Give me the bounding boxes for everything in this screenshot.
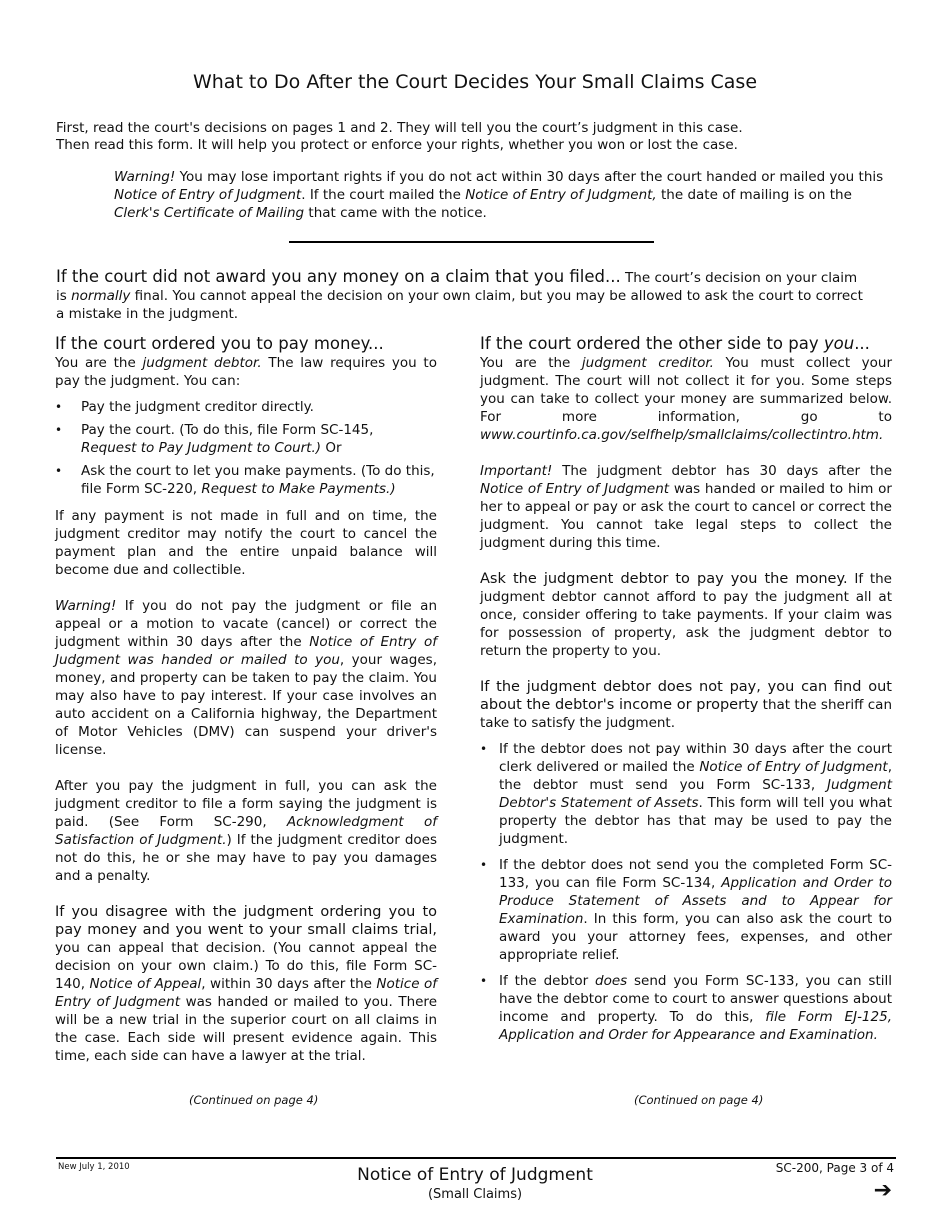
warning-italic-2: Notice of Entry of Judgment, <box>465 187 657 203</box>
form-title: Notice of Entry of Judgment <box>357 1165 593 1185</box>
intro-line-1: First, read the court's decisions on pages 1 and 2. They will tell you the court’s judgment in this case. <box>56 120 743 136</box>
not-awarded-text: final. You cannot appeal the decision on your own claim, but you may be allowed to ask the court to correct a mistake in the judgment. <box>56 288 863 322</box>
text: you can appeal that decision. (You cannot appeal the decision on your own claim.) To do this, file Form SC-140, <box>55 940 437 992</box>
list-item <box>55 398 437 416</box>
text: , your wages, money, and property can be taken to pay the claim. You may also have to pay interest. If your case involves an auto accident on a California highway, the Department of Motor Vehicles (DMV) can suspend your driver's license. <box>55 652 437 758</box>
text: was handed or mailed to him or her to appeal or pay or ask the court to cancel or correct the judgment. You cannot take legal steps to collect the judgment during this time. <box>480 481 892 551</box>
list-item <box>55 462 437 498</box>
italic-text: Important! <box>480 463 553 479</box>
text: You are the <box>480 355 582 371</box>
intro-line-2: Then read this form. It will help you protect or enforce your rights, whether you won or lost the case. <box>56 137 738 153</box>
text: The judgment debtor has 30 days after the <box>552 463 892 479</box>
list-item <box>480 972 892 1044</box>
italic-text: Notice of Entry of Judgment was handed or mailed to you <box>55 634 437 668</box>
left-bullet-list <box>55 398 437 498</box>
right-continued-note: (Continued on page 4) <box>634 1093 764 1107</box>
right-heading <box>480 334 892 354</box>
page-title: What to Do After the Court Decides Your Small Claims Case <box>192 71 758 93</box>
text: , within 30 days after the <box>201 976 377 992</box>
text: If the debtor <box>499 973 595 989</box>
warning-text: that came with the notice. <box>304 205 487 221</box>
italic-text: Notice of Entry of Judgment <box>55 976 437 1010</box>
italic-text: Judgment Debtor's Statement of Assets <box>499 777 892 811</box>
italic-text: Acknowledgment of Satisfaction of Judgment. <box>55 814 437 848</box>
italic-text: Request to Pay Judgment to Court.) <box>81 440 322 456</box>
text: You must collect your judgment. The court will not collect it for you. Some steps you can take to collect your money are summarized below. For more information, go to <box>480 355 893 425</box>
italic-text: does <box>595 973 628 989</box>
list-item <box>480 740 892 848</box>
text: was handed or mailed to you. There will be a new trial in the superior court on all claims in the case. Each side will present evidence again. This time, each side can have a lawyer at the trial. <box>55 994 437 1064</box>
text: After you pay the judgment in full, you can ask the judgment creditor to file a form saying the judgment is paid. (See Form SC-290, <box>55 778 437 830</box>
text: Or <box>321 440 342 456</box>
footer-rule <box>56 1157 896 1159</box>
text: send you Form SC-133, you can still have the debtor come to court to answer questions about income and property. To do this, <box>499 973 892 1025</box>
left-column <box>55 334 437 1065</box>
warning-italic-1: Notice of Entry of Judgment <box>114 187 302 203</box>
italic-text: Request to Make Payments.) <box>201 481 396 497</box>
text: Pay the court. (To do this, file Form SC-145, <box>81 422 374 438</box>
text: ) If the judgment creditor does not do this, he or she may have to pay you damages and a penalty. <box>55 832 437 884</box>
lead-text: Ask the judgment debtor to pay you the money. <box>480 571 848 587</box>
text: . This form will tell you what property the debtor has that may be used to pay the judgment. <box>499 795 892 847</box>
not-awarded-heading: If the court did not award you any money on a claim that you filed... <box>56 267 621 286</box>
text: If the judgment debtor cannot afford to pay the judgment all at once, consider offering to take payments. If your claim was for possession of property, ask the judgment debtor to return the property to you. <box>480 571 892 659</box>
next-page-arrow-icon[interactable]: ➔ <box>873 1178 892 1203</box>
not-awarded-italic: normally <box>71 288 131 304</box>
text: If the court ordered the other side to pay <box>480 334 824 353</box>
text: If you do not pay the judgment or file an appeal or a motion to vacate (cancel) or correct the judgment within 30 days after the <box>55 598 437 650</box>
intro-text <box>56 120 896 154</box>
text: You are the <box>55 355 143 371</box>
text: that the sheriff can take to satisfy the judgment. <box>480 697 893 731</box>
italic-text: file Form EJ-125, Application and Order for Appearance and Examination. <box>499 1009 892 1043</box>
italic-text: judgment debtor. <box>142 355 262 371</box>
right-paragraph-4 <box>480 678 892 732</box>
warning-text: the date of mailing is on the <box>656 187 852 203</box>
left-paragraph-2: If any payment is not made in full and on time, the judgment creditor may notify the court to cancel the payment plan and the entire unpaid balance will become due and collectible. <box>55 508 437 578</box>
left-paragraph-3 <box>55 597 437 759</box>
form-subtitle: (Small Claims) <box>427 1187 523 1202</box>
left-heading: If the court ordered you to pay money... <box>55 334 384 353</box>
italic-text: Application and Order to Produce Statement of Assets and to Appear for Examination <box>499 875 893 927</box>
lead-text: If the judgment debtor does not pay, you can find out about the debtor's income or property <box>480 679 892 713</box>
list-item <box>55 421 437 457</box>
divider <box>289 241 654 243</box>
left-continued-note: (Continued on page 4) <box>189 1093 319 1107</box>
right-paragraph-1 <box>480 354 892 444</box>
text: If the debtor does not pay within 30 days after the court clerk delivered or mailed the <box>499 741 892 775</box>
page-info: SC-200, Page 3 of 4 <box>775 1161 894 1175</box>
italic-text: you <box>823 334 855 353</box>
text: If the debtor does not send you the completed Form SC-133, you can file Form SC-134, <box>499 857 892 891</box>
warning-text: . If the court mailed the <box>301 187 466 203</box>
right-paragraph-2 <box>480 462 892 552</box>
lead-text: If you disagree with the judgment ordering you to pay money and you went to your small claims trial, <box>55 904 437 938</box>
text: Ask the court to let you make payments. (To do this, file Form SC-220, <box>81 463 435 497</box>
list-item <box>480 856 892 964</box>
italic-text: Notice of Entry of Judgment <box>480 481 670 497</box>
right-column <box>480 334 892 1052</box>
left-paragraph-4 <box>55 777 437 885</box>
text: Pay the judgment creditor directly. <box>81 399 314 415</box>
italic-text: judgment creditor. <box>581 355 714 371</box>
italic-text: Notice of Appeal <box>89 976 202 992</box>
right-bullet-list <box>480 740 892 1044</box>
url-text: www.courtinfo.ca.gov/selfhelp/smallclaims/collectintro.htm. <box>480 427 884 443</box>
left-paragraph-1 <box>55 354 437 390</box>
warning-text: You may lose important rights if you do not act within 30 days after the court handed or mailed you this <box>175 169 884 185</box>
italic-text: Notice of Entry of Judgment <box>699 759 888 775</box>
not-awarded-section <box>56 268 866 323</box>
revision-date: New July 1, 2010 <box>58 1162 130 1172</box>
warning-label: Warning! <box>114 169 176 185</box>
text: , the debtor must send you Form SC-133, <box>499 759 892 793</box>
warning-block <box>114 168 894 222</box>
not-awarded-text: The court’s decision on your claim is <box>56 270 858 304</box>
italic-text: Warning! <box>55 598 117 614</box>
right-paragraph-3 <box>480 570 892 660</box>
left-paragraph-5 <box>55 903 437 1065</box>
text: . In this form, you can also ask the court to award you your attorney fees, expenses, and other appropriate relief. <box>499 911 892 963</box>
warning-italic-3: Clerk's Certificate of Mailing <box>114 205 305 221</box>
text: ... <box>854 334 870 353</box>
text: The law requires you to pay the judgment. You can: <box>55 355 437 389</box>
